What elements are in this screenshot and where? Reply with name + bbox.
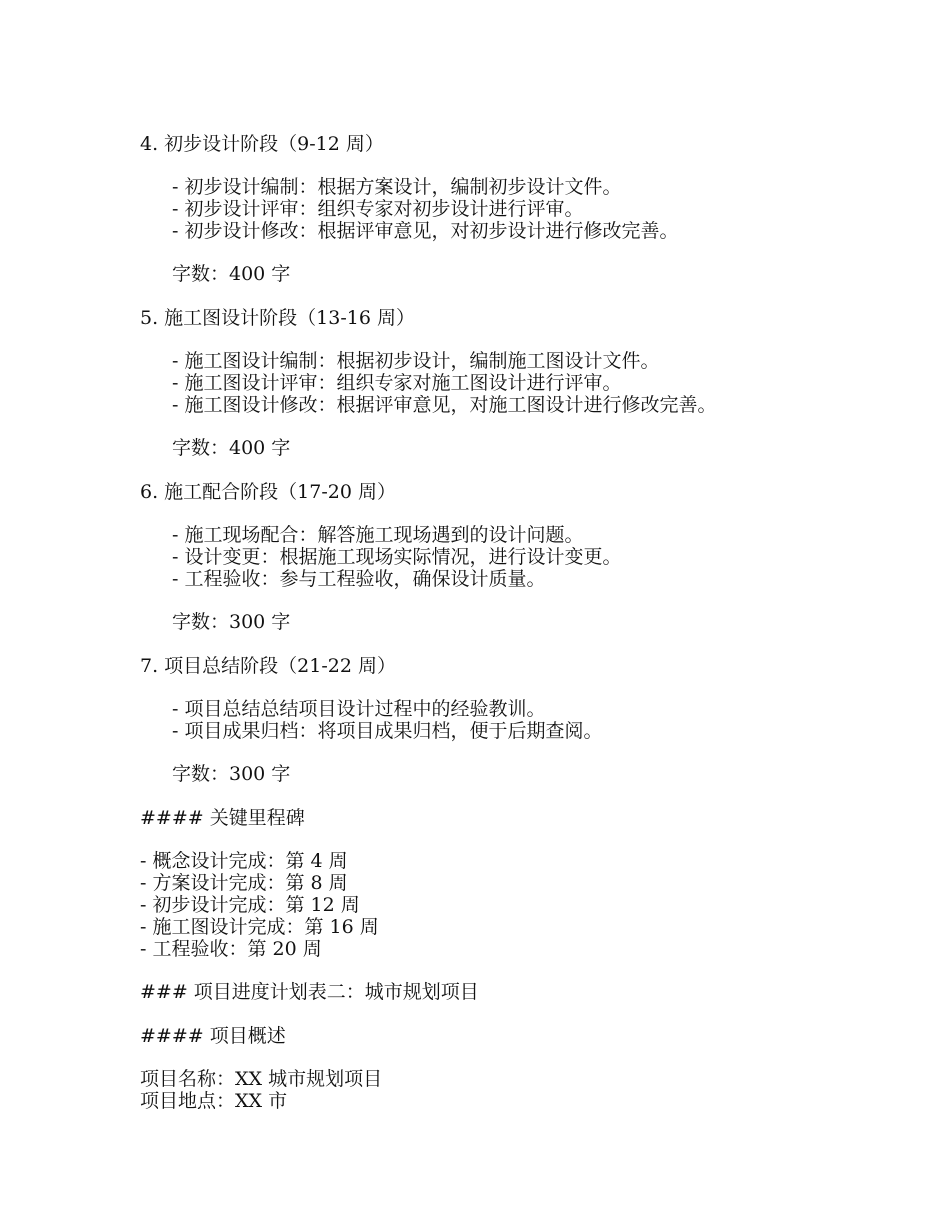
list-item: - 施工图设计评审：组织专家对施工图设计进行评审。 (172, 372, 622, 394)
milestone-item: - 工程验收：第 20 周 (140, 938, 322, 960)
milestone-item: - 方案设计完成：第 8 周 (140, 872, 348, 894)
project-location-line: 项目地点：XX 市 (140, 1090, 288, 1112)
overview-heading: #### 项目概述 (140, 1025, 286, 1047)
word-count: 字数：300 字 (172, 763, 291, 785)
milestones-heading: #### 关键里程碑 (140, 807, 305, 829)
phase-heading: 6. 施工配合阶段（17-20 周） (140, 481, 396, 503)
list-item: - 项目成果归档：将项目成果归档，便于后期查阅。 (172, 720, 603, 742)
list-item: - 施工图设计编制：根据初步设计，编制施工图设计文件。 (172, 350, 660, 372)
list-item: - 施工图设计修改：根据评审意见，对施工图设计进行修改完善。 (172, 394, 717, 416)
list-item: - 项目总结总结项目设计过程中的经验教训。 (172, 698, 546, 720)
list-item: - 初步设计修改：根据评审意见，对初步设计进行修改完善。 (172, 220, 679, 242)
word-count: 字数：300 字 (172, 611, 291, 633)
list-item: - 初步设计评审：组织专家对初步设计进行评审。 (172, 198, 584, 220)
phase-heading: 5. 施工图设计阶段（13-16 周） (140, 307, 415, 329)
project-name-line: 项目名称：XX 城市规划项目 (140, 1068, 383, 1090)
word-count: 字数：400 字 (172, 437, 291, 459)
milestone-item: - 施工图设计完成：第 16 周 (140, 916, 379, 938)
milestone-item: - 概念设计完成：第 4 周 (140, 850, 348, 872)
list-item: - 施工现场配合：解答施工现场遇到的设计问题。 (172, 524, 584, 546)
milestone-item: - 初步设计完成：第 12 周 (140, 894, 360, 916)
section-heading: ### 项目进度计划表二：城市规划项目 (140, 981, 479, 1003)
phase-heading: 7. 项目总结阶段（21-22 周） (140, 655, 396, 677)
phase-heading: 4. 初步设计阶段（9-12 周） (140, 133, 384, 155)
list-item: - 初步设计编制：根据方案设计，编制初步设计文件。 (172, 176, 622, 198)
word-count: 字数：400 字 (172, 263, 291, 285)
list-item: - 设计变更：根据施工现场实际情况，进行设计变更。 (172, 546, 622, 568)
list-item: - 工程验收：参与工程验收，确保设计质量。 (172, 568, 546, 590)
